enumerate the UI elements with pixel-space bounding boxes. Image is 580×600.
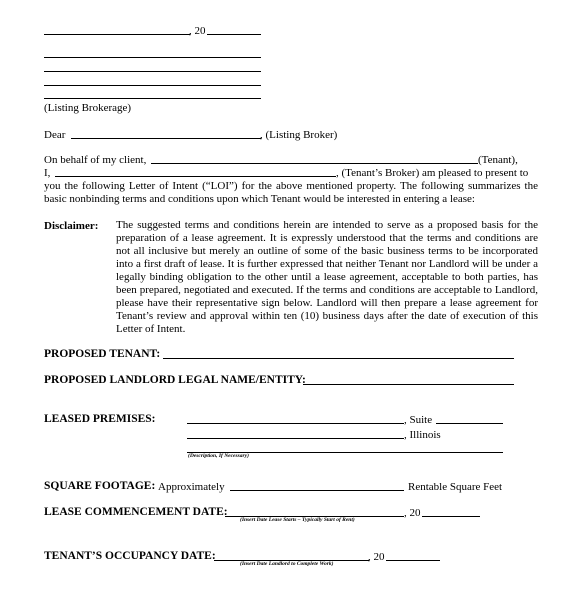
date-blank[interactable] <box>44 34 190 35</box>
premises-description-note: (Description, If Necessary) <box>188 453 249 459</box>
proposed-tenant-blank[interactable] <box>163 358 514 359</box>
listing-broker-label: , (Listing Broker) <box>260 129 338 141</box>
brokerage-line-1[interactable] <box>44 57 261 58</box>
square-footage-blank[interactable] <box>230 490 404 491</box>
intro-line2-suffix: , (Tenant’s Broker) am pleased to present to <box>336 167 529 179</box>
premises-address-blank[interactable] <box>187 423 404 424</box>
client-name-blank[interactable] <box>151 163 478 164</box>
tenant-broker-blank[interactable] <box>55 176 336 177</box>
disclaimer-paragraph: The suggested terms and conditions herein are intended to serve as a proposed basis for the preparation of a lease agreement. It is expressly understood that the terms and conditions are not all inclusive but merely an outline of some of the basic business terms to be incorporated into a first draft of lease. It is further expressed that neither Tenant nor Landlord will be under a legally binding obligation to the other until a lease agreement, acceptable to both parties, has been prepared, negotiated and executed. If the terms and conditions are acceptable to Landlord, please have their representative sign below. Landlord will then prepare a lease agreement for Tenant’s review and approval within ten (10) business days after the date of execution of this Letter of Intent. <box>116 219 538 335</box>
listing-brokerage-label: (Listing Brokerage) <box>44 102 132 114</box>
approximately-label: Approximately <box>158 481 225 493</box>
listing-broker-blank[interactable] <box>71 138 261 139</box>
brokerage-line-2[interactable] <box>44 71 261 72</box>
commencement-date-label: LEASE COMMENCEMENT DATE: <box>44 506 228 518</box>
illinois-label: , Illinois <box>404 429 441 441</box>
suite-label: , Suite <box>404 414 433 426</box>
rentable-sf-label: Rentable Square Feet <box>408 481 503 493</box>
date-year-blank[interactable] <box>207 34 261 35</box>
occupancy-note: (Insert Date Landlord to Complete Work) <box>240 561 334 567</box>
premises-city-blank[interactable] <box>187 438 404 439</box>
square-footage-label: SQUARE FOOTAGE: <box>44 480 156 492</box>
commencement-year-blank[interactable] <box>422 516 480 517</box>
intro-line1-prefix: On behalf of my client, <box>44 154 147 166</box>
landlord-name-label: PROPOSED LANDLORD LEGAL NAME/ENTITY: <box>44 374 306 386</box>
intro-line2-prefix: I, <box>44 167 51 179</box>
salutation-dear: Dear <box>44 129 66 141</box>
disclaimer-label: Disclaimer: <box>44 220 99 232</box>
commencement-year-label: , 20 <box>404 507 421 519</box>
suite-blank[interactable] <box>436 423 503 424</box>
landlord-name-blank[interactable] <box>303 384 514 385</box>
commencement-note: (Insert Date Lease Starts – Typically Start of Rent) <box>240 517 355 523</box>
occupancy-year-label: , 20 <box>368 551 385 563</box>
intro-paragraph: you the following Letter of Intent (“LOI”) for the above mentioned property. The following summarizes the basic nonbinding terms and conditions upon which Tenant would be interested in entering a lease: <box>44 180 538 205</box>
occupancy-year-blank[interactable] <box>386 560 440 561</box>
intro-line1-suffix: (Tenant), <box>478 154 518 166</box>
date-year-label: , 20 <box>189 25 206 37</box>
leased-premises-label: LEASED PREMISES: <box>44 413 156 425</box>
proposed-tenant-label: PROPOSED TENANT: <box>44 348 161 360</box>
brokerage-line-3[interactable] <box>44 85 261 86</box>
occupancy-date-label: TENANT’S OCCUPANCY DATE: <box>44 550 216 562</box>
brokerage-line-4[interactable] <box>44 98 261 99</box>
